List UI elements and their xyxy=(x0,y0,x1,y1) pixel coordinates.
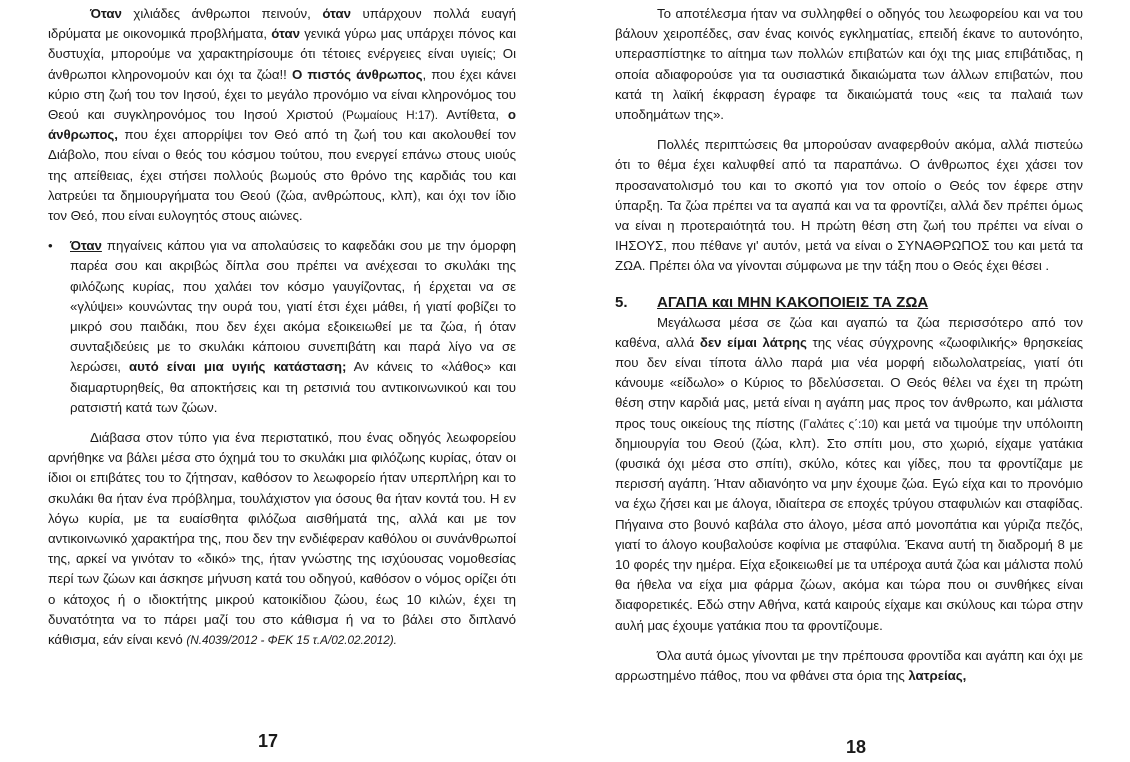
paragraph-animals xyxy=(615,313,1083,636)
bold-term: όταν xyxy=(271,26,300,42)
text-run: Αντίθετα, xyxy=(438,107,508,123)
scripture-reference: (Γαλάτες ς΄:10) xyxy=(799,416,879,431)
bold-term: Όταν xyxy=(90,6,122,21)
text-run: πηγαίνεις κάπου για να απολαύσεις το καφεδάκι σου με την όμορφη παρέα σου και ακριβώς δίπλα σου πρέπει να ανέχεσαι το σκυλάκι της φιλόζωης κυρίας, που χαλάει τον κόσμο γαυγίζοντας, ή έρχεται να σε «γλύψει» κουνώντας την ουρά του, γιατί έτσι έχει μάθει, ή γιατί φοβίζει το μικρό σου παιδάκι, που δεν έχει ακόμα εξοικειωθεί με τα ζώα, ή όταν συνταξιδεύεις με το σκυλάκι κάποιου συνεπιβάτη και παρά λίγο να σε λερώσει, xyxy=(70,238,516,375)
text-run: χιλιάδες άνθρωποι πεινούν, xyxy=(121,6,323,21)
section-number: 5. xyxy=(615,293,628,311)
paragraph-bus-story xyxy=(48,428,516,650)
bold-term: Ο πιστός άνθρωπος xyxy=(291,66,423,82)
page-number-right: 18 xyxy=(846,737,867,757)
bold-term: όταν xyxy=(322,6,352,21)
page-left xyxy=(48,4,516,650)
text-run: γενικά γύρω μας υπάρχει πόνος και δυστυχία, μπορούμε να χαρακτηρίσουμε ότι τέτοιες ενέργειες είναι υγιείς; Οι άνθρωποι κληρονομούν και όχι τα ζώα!! xyxy=(48,26,516,82)
bold-term: αυτό είναι μια υγιής κατάσταση; xyxy=(128,359,347,375)
bold-term: λατρείας, xyxy=(908,668,967,684)
bullet-icon: • xyxy=(48,238,53,254)
text-run: Αν κάνεις το «λάθος» και διαμαρτυρηθείς, θα αποκτήσεις και τη ρετσινιά του αντικοινωνικού και του ρατσιστή κατά των ζώων. xyxy=(70,359,516,415)
text-run: της νέας σύγχρονης «ζωοφιλικής» θρησκείας που δεν είναι τίποτα άλλο παρά μια νέα μορφή ειδωλολατρείας, γιατί ότι κάνουμε «είδωλο» ο Κύριος το βδελύσσεται. Ο Θεός θέλει να έχει τη πρώτη θέση στην καρδιά μας, μετά είναι η αγάπη μας προς τον άνθρωπο, και μάλιστα προς τους οικείους της πίστης xyxy=(615,334,1083,431)
text-run: που έχει απορρίψει τον Θεό από τη ζωή του και ακολουθεί τον Διάβολο, που είναι ο θεός του κόσμου τούτου, που ενεργεί επάνω στους υιούς της απείθειας, έχει στήσει πολλούς βωμούς στο θρόνο της καρδιάς του και λατρεύει τα δημιουργήματα του Θεού (ζώα, ανθρώπους, κλπ), και όχι τον ίδιο τον Θεό, που είναι ευλογητός στους αιώνες. xyxy=(48,127,516,224)
text-run: Όλα αυτά όμως γίνονται με την πρέπουσα φροντίδα και αγάπη και όχι με αρρωστημένο πάθος, που να φθάνει στα όρια της xyxy=(615,647,1083,684)
bold-term: δεν είμαι λάτρης xyxy=(699,334,807,350)
section-title: ΑΓΑΠΑ και ΜΗΝ ΚΑΚΟΠΟΙΕΙΣ ΤΑ ΖΩΑ xyxy=(657,293,929,311)
page-right xyxy=(615,4,1083,686)
bold-underlined-term: Όταν xyxy=(70,238,102,254)
paragraph-closing xyxy=(615,646,1083,686)
text-run: υπάρχουν πολλά ευαγή ιδρύματα με οικονομικά προβλήματα, xyxy=(48,6,516,42)
bullet-paragraph xyxy=(48,236,516,418)
bold-term: ο άνθρωπος, xyxy=(48,107,516,143)
page-number-left: 17 xyxy=(258,731,279,751)
scripture-reference: (Ρωμαίους Η:17). xyxy=(342,108,438,123)
text-run: και μετά να τιμούμε την υπόλοιπη δημιουργία του Θεού (ζώα, κλπ). Στο σπίτι μου, στο χωριό, είχαμε γατάκια (φυσικά όχι μέσα στο σπίτι), σκύλο, κότες και γίδες, που τα φροντίζαμε με περισσή αγάπη. Ήταν αδιανόητο να μην έχουμε ζώα. Εγώ είχα και το προνόμιο να έχω ζήσει και με άλογα, ιδιαίτερα σε εποχές τρύγου σταφυλιών και σταφίδας. Πήγαινα στο βουνό καβάλα στο άλογο, μέσα από μονοπάτια και γύριζα πεζός, γιατί το άλογο κουβαλούσε κοφίνια με σταφύλια. Έκανα αυτή τη διαδρομή 8 με 10 φορές την ημέρα. Είχα εξοικειωθεί με τα υπέροχα αυτά ζώα και μάλιστα πολύ θα ήθελα να είχα μια φάρμα ζώων, ακόμα και τώρα που οι συνθήκες είναι διαφορετικές. Εδώ στην Αθήνα, κατά καιρούς είχαμε και σκύλους και τώρα στην αυλή μας έχουμε γατάκια που τα φροντίζουμε. xyxy=(615,415,1083,633)
law-reference: (Ν.4039/2012 - ΦΕΚ 15 τ.Α/02.02.2012). xyxy=(186,633,397,648)
text-run: , που έχει κάνει κύριο στη ζωή του τον Ιησού, έχει το μεγάλο προνόμιο να είναι κληρονόμος του Θεού και συγκληρονόμος του Ιησού Χριστού xyxy=(48,66,517,123)
paragraph-priorities: Πολλές περιπτώσεις θα μπορούσαν αναφερθούν ακόμα, αλλά πιστεύω ότι το θέμα έχει καλυφθεί από τα παραπάνω. Ο άνθρωπος έχει χάσει τον προσανατολισμό του και το σκοπό για τον οποίο ο Θεός τον έφερε στην ύπαρξη. Τα ζώα πρέπει να τα αγαπά και να τα φροντίζει, αλλά δεν πρέπει όμως να είναι η προτεραιότητά του. Η πρώτη θέση στη ζωή του πρέπει να είναι ο ΙΗΣΟΥΣ, που πέθανε γι' αυτόν, μετά να είναι ο ΣΥΝΑΘΡΩΠΟΣ του και μετά τα ΖΩΑ. Πρέπει όλα να γίνονται σύμφωνα με την τάξη που ο Θεός έχει θέσει . xyxy=(615,137,1083,274)
paragraph-outcome: Το αποτέλεσμα ήταν να συλληφθεί ο οδηγός του λεωφορείου και να του βάλουν χειροπέδες, σαν ένας κοινός εγκληματίας, επειδή έκανε το αυτονόητο, υπερασπίστηκε το αίτημα των πολλών επιβατών και όχι της μιας επιβάτιδας, η οποία αδιαφορούσε για τα ουσιαστικά δικαιώματα των άλλων επιβατών, που κατά τη λαϊκή έκφραση έγραφε τα δικαιώματά τους «εις τα παλαιά των υποδημάτων της». xyxy=(615,6,1083,123)
paragraph-intro xyxy=(48,4,516,226)
text-run: Διάβασα στον τύπο για ένα περιστατικό, που ένας οδηγός λεωφορείου αρνήθηκε να βάλει μέσα στο όχημά του το σκυλάκι μια φιλόζωης κυρίας, όταν οι ίδιοι οι επιβάτες του το ζήτησαν, καθόσον το λεωφορείο ήταν υπερπλήρη και το σκυλάκι θα ήταν ένα πρόβλημα, τουλάχιστον για όσους θα ήταν κοντά του. Η εν λόγω κυρία, με τα ευαίσθητα φιλόζωα αισθήματά της, αλλά και με τον αντικοινωνικό χαρακτήρα της, που δεν την ενδιέφεραν καθόλου οι συνάνθρωποί της, αρκεί να γινόταν το «δικό» της, ήταν γνώστης της ισχύουσας νομοθεσίας περί των ζώων και άσκησε μήνυση κατά του οδηγού, καθόσον ο νόμος ορίζει ότι ο κάτοχος ή ο ιδιοκτήτης μικρού κατοικίδιου ζώου, έως 10 κιλών, έχει τη δυνατότητα να το πάρει μαζί του στο κάθισμα ή να το βάλει στο διπλανό κάθισμα, εάν είναι κενό xyxy=(48,430,516,648)
section-heading xyxy=(615,293,1083,313)
text-run: Μεγάλωσα μέσα σε ζώα και αγαπώ τα ζώα περισσότερο από τον καθένα, αλλά xyxy=(615,314,1083,350)
